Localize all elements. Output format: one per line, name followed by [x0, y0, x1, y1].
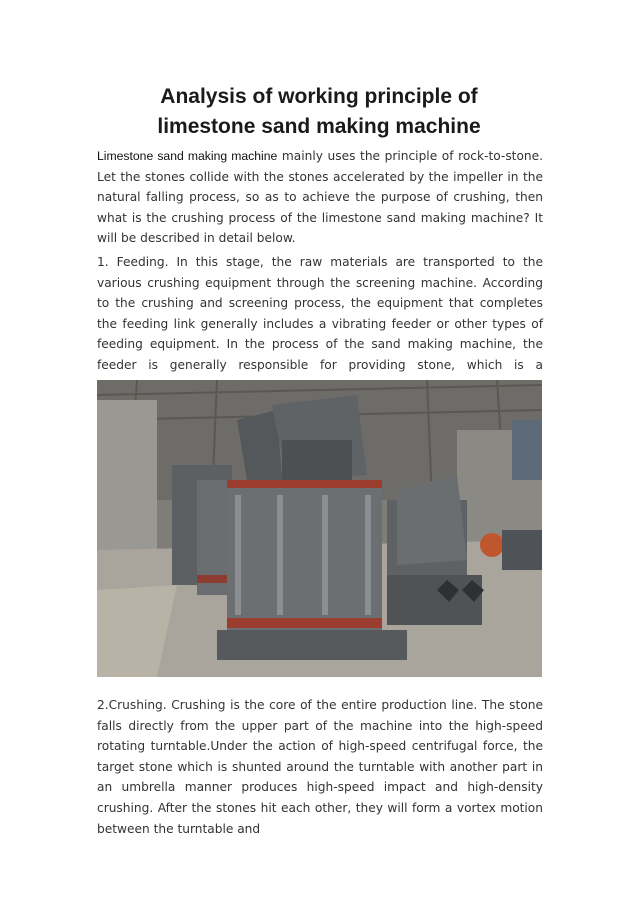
feeding-paragraph: 1. Feeding. In this stage, the raw materials are transported to the various crushing equipment through the screening machine. According to the crushing and screening process, the equipment that completes the feeding link generally includes a vibrating feeder or other types of feeding equipment. In the process of the sand making machine, the feeder is generally responsible for providing stone, which is a [97, 255, 543, 372]
title-line-2: limestone sand making machine [157, 115, 481, 138]
intro-body-text: mainly uses the principle of rock-to-stone. Let the stones collide with the stones accelerated by the impeller in the natural falling process, so as to achieve the purpose of crushing, then what is the crushing process of the limestone sand making machine? It will be described in detail below. [97, 149, 543, 246]
intro-lead-text: Limestone sand making machine [97, 149, 278, 163]
intro-paragraph [97, 146, 543, 249]
title-line-1: Analysis of working principle of [160, 85, 478, 108]
document-title [96, 82, 542, 142]
crushing-paragraph: 2.Crushing. Crushing is the core of the entire production line. The stone falls directly from the upper part of the machine into the high-speed rotating turntable.Under the action of high-speed centrifugal force, the target stone which is shunted around the turntable with another part in an umbrella manner produces high-speed impact and high-density crushing. After the stones hit each other, they will form a vortex motion between the turntable and [97, 698, 543, 836]
sand-making-machine-photo [97, 380, 542, 677]
